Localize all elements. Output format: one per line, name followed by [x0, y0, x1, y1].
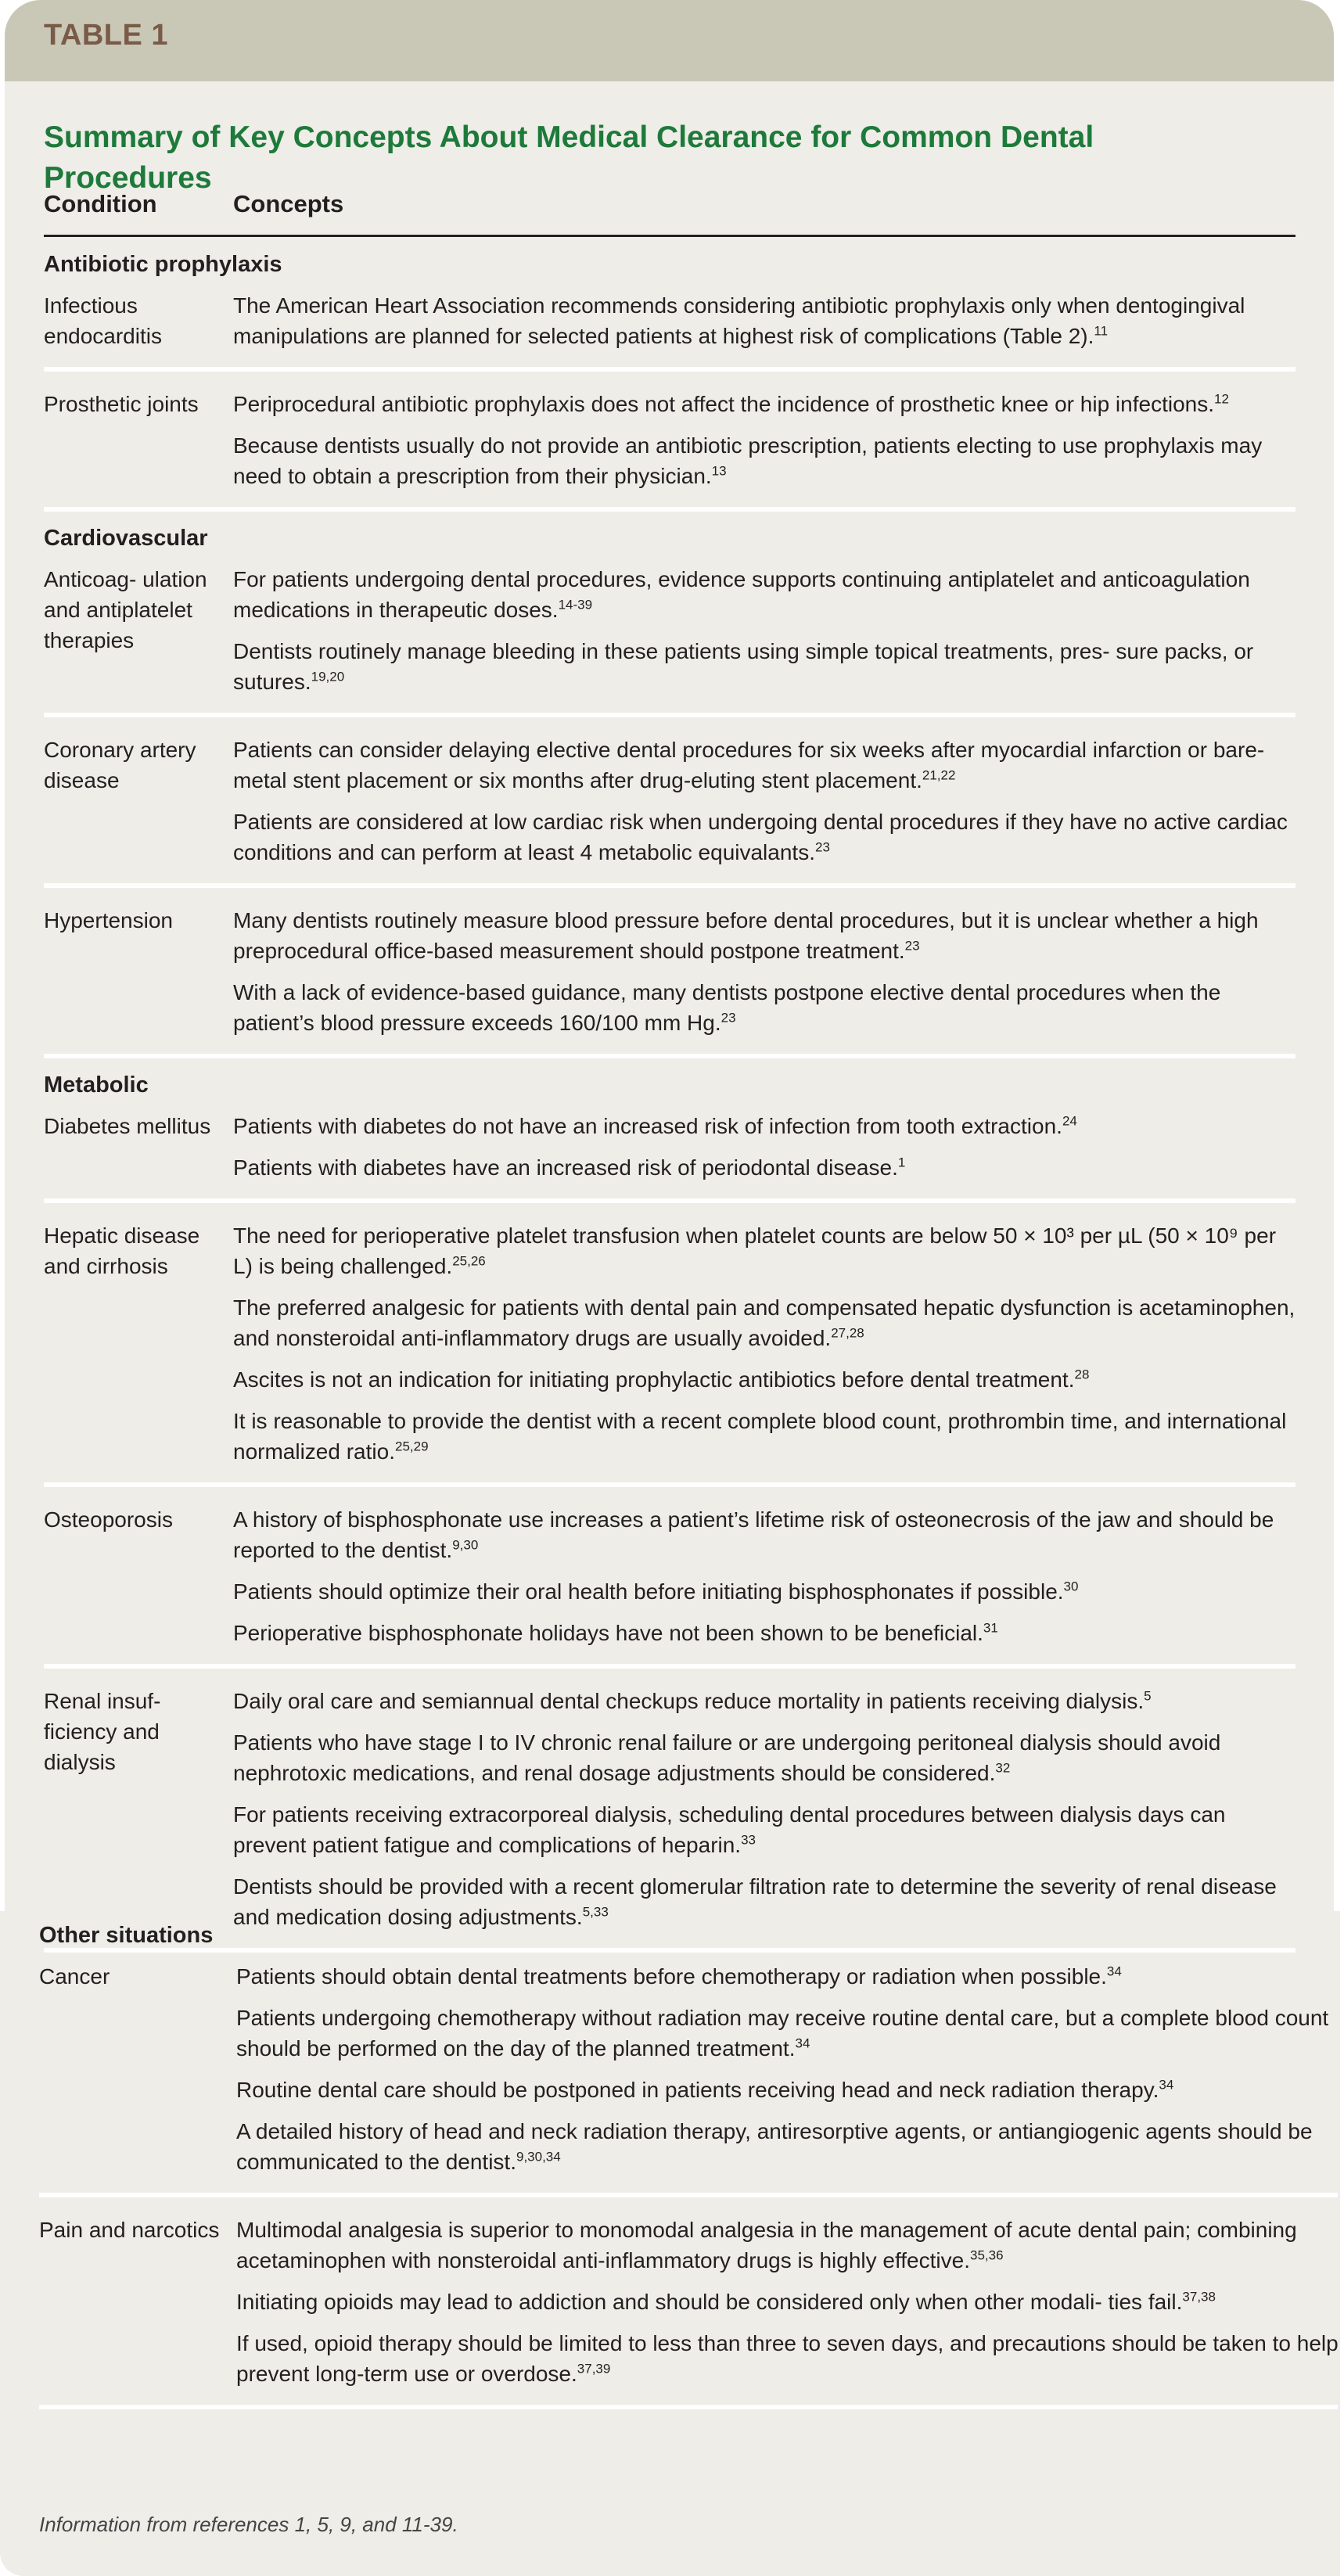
concept-text	[233, 1686, 1295, 1716]
concept-text	[236, 2075, 1341, 2105]
row-divider	[44, 1054, 1295, 1058]
condition-cell: Hypertension	[44, 908, 173, 932]
concept-text	[233, 735, 1295, 796]
concept-text	[236, 2328, 1341, 2389]
concepts-cell	[236, 2215, 1341, 2389]
concepts-cell	[233, 905, 1295, 1038]
table-row	[44, 1496, 1295, 1661]
concepts-cell	[233, 564, 1295, 697]
concept-body: Dentists routinely manage bleeding in these patients using simple topical treatments, pres- sure packs, or sutures.	[233, 639, 1254, 694]
reference-superscript: 12	[1214, 391, 1229, 407]
concept-text	[236, 1961, 1341, 1992]
concept-text	[233, 564, 1295, 625]
concept-text	[233, 1152, 1295, 1183]
concept-text	[233, 290, 1295, 351]
section-heading: Cardiovascular	[44, 526, 208, 551]
concept-body: The need for perioperative platelet transfusion when platelet counts are below 50 × 10³ per µL (50 × 10⁹ per L) is being challenged.	[233, 1223, 1277, 1278]
concept-text	[233, 1799, 1295, 1860]
reference-superscript: 5	[1144, 1688, 1152, 1704]
concept-text	[233, 636, 1295, 697]
reference-superscript: 21,22	[922, 767, 956, 783]
concept-text	[233, 389, 1295, 419]
table-row	[39, 2207, 1341, 2402]
concept-text	[233, 1220, 1295, 1281]
concept-body: Patients should obtain dental treatments before chemotherapy or radiation when possible.	[236, 1964, 1107, 1989]
reference-superscript: 28	[1074, 1367, 1090, 1382]
table-row	[39, 1953, 1341, 2190]
concept-text	[233, 1727, 1295, 1788]
condition-cell: Diabetes mellitus	[44, 1114, 211, 1138]
concept-body: Patients with diabetes have an increased risk of periodontal disease.	[233, 1155, 898, 1180]
concepts-cell	[233, 389, 1295, 491]
concepts-cell	[233, 1111, 1295, 1183]
concept-body: Periprocedural antibiotic prophylaxis does not affect the incidence of prosthetic knee or hip infections.	[233, 392, 1214, 416]
condition-cell: Coronary artery disease	[44, 738, 196, 792]
reference-superscript: 34	[1159, 2077, 1174, 2093]
concept-text	[233, 1618, 1295, 1648]
reference-superscript: 19,20	[311, 669, 345, 684]
concept-text	[233, 1406, 1295, 1467]
table-body-upper	[44, 247, 1295, 1962]
concept-body: Patients are considered at low cardiac risk when undergoing dental procedures if they have no active cardiac conditions and can perform at least 4 metabolic equivalants.	[233, 810, 1288, 864]
concept-text	[233, 977, 1295, 1038]
condition-cell: Pain and narcotics	[39, 2218, 220, 2242]
reference-superscript: 9,30	[452, 1537, 479, 1553]
row-divider	[44, 883, 1295, 888]
concepts-cell	[233, 1686, 1295, 1932]
row-divider	[44, 1198, 1295, 1203]
table-row	[44, 1103, 1295, 1195]
concept-body: Dentists should be provided with a recent glomerular filtration rate to determine the severity of renal disease and medication dosing adjustments.	[233, 1874, 1277, 1929]
concept-body: It is reasonable to provide the dentist with a recent complete blood count, prothrombin time, and international normalized ratio.	[233, 1409, 1287, 1464]
concept-body: Many dentists routinely measure blood pressure before dental procedures, but it is unclear whether a high preprocedural office-based measurement should postpone treatment.	[233, 908, 1259, 963]
reference-superscript: 34	[795, 2035, 810, 2051]
concepts-cell	[236, 1961, 1341, 2177]
row-divider	[44, 1482, 1295, 1487]
concept-body: Patients with diabetes do not have an increased risk of infection from tooth extraction.	[233, 1114, 1062, 1138]
concept-body: Patients undergoing chemotherapy without radiation may receive routine dental care, but a complete blood count should be performed on the day of the planned treatment.	[236, 2006, 1329, 2060]
row-divider	[44, 507, 1295, 512]
reference-superscript: 14-39	[558, 597, 593, 613]
condition-cell: Cancer	[39, 1964, 110, 1989]
reference-superscript: 25,29	[394, 1439, 429, 1454]
concept-body: Perioperative bisphosphonate holidays have not been shown to be beneficial.	[233, 1621, 983, 1645]
concept-body: For patients receiving extracorporeal dialysis, scheduling dental procedures between dialysis days can prevent patient fatigue and complications of heparin.	[233, 1802, 1226, 1857]
table-row	[44, 381, 1295, 504]
column-headers	[44, 190, 1295, 237]
reference-superscript: 23	[904, 938, 920, 954]
reference-superscript: 30	[1063, 1579, 1079, 1594]
concept-text	[233, 807, 1295, 868]
concept-text	[236, 2287, 1341, 2317]
reference-superscript: 11	[1094, 323, 1109, 339]
concepts-cell	[233, 1504, 1295, 1648]
table-footnote: Information from references 1, 5, 9, and 11-39.	[39, 2513, 458, 2536]
table-row	[44, 282, 1295, 364]
table-body-lower	[39, 1918, 1341, 2419]
condition-cell: Renal insuf- ficiency and dialysis	[44, 1689, 161, 1774]
table-row	[44, 897, 1295, 1051]
row-divider	[44, 367, 1295, 372]
row-divider	[44, 713, 1295, 717]
concept-body: The preferred analgesic for patients with dental pain and compensated hepatic dysfunction is acetaminophen, and nonsteroidal anti-inflammatory drugs are usually avoided.	[233, 1295, 1295, 1350]
concept-text	[233, 1576, 1295, 1607]
section-heading: Other situations	[39, 1923, 214, 1948]
reference-superscript: 33	[741, 1832, 756, 1848]
table-row	[44, 1213, 1295, 1479]
reference-superscript: 35,36	[969, 2247, 1004, 2263]
reference-superscript: 1	[897, 1155, 906, 1170]
reference-superscript: 32	[995, 1760, 1011, 1776]
reference-superscript: 27,28	[831, 1325, 864, 1341]
concept-text	[233, 905, 1295, 966]
concept-body: If used, opioid therapy should be limited to less than three to seven days, and precautions should be taken to help prevent long-term use or overdose.	[236, 2331, 1339, 2386]
concept-text	[236, 2215, 1341, 2276]
condition-cell: Hepatic disease and cirrhosis	[44, 1223, 200, 1278]
concept-body: Patients who have stage I to IV chronic renal failure or are undergoing peritoneal dialysis should avoid nephrotoxic medications, and renal dosage adjustments should be considered.	[233, 1730, 1221, 1785]
column-header-concepts: Concepts	[233, 190, 344, 217]
reference-superscript: 37,38	[1182, 2289, 1216, 2305]
concept-body: Because dentists usually do not provide an antibiotic prescription, patients electing to use prophylaxis may need to obtain a prescription from their physician.	[233, 433, 1263, 488]
table-row	[44, 727, 1295, 880]
concept-text	[236, 2116, 1341, 2177]
concept-text	[236, 2003, 1341, 2064]
concept-text	[233, 1364, 1295, 1395]
concept-body: Ascites is not an indication for initiating prophylactic antibiotics before dental treatment.	[233, 1367, 1075, 1392]
reference-superscript: 9,30,34	[516, 2149, 561, 2165]
reference-superscript: 13	[711, 463, 727, 479]
condition-cell: Anticoag- ulation and antiplatelet therapies	[44, 567, 207, 652]
concept-body: A history of bisphosphonate use increases a patient’s lifetime risk of osteonecrosis of the jaw and should be reported to the dentist.	[233, 1507, 1274, 1562]
concept-text	[233, 1111, 1295, 1141]
condition-cell: Infectious endocarditis	[44, 293, 162, 348]
condition-cell: Osteoporosis	[44, 1507, 173, 1532]
concepts-cell	[233, 290, 1295, 351]
concepts-cell	[233, 735, 1295, 868]
concept-body: Multimodal analgesia is superior to monomodal analgesia in the management of acute dental pain; combining acetaminophen with nonsteroidal anti-inflammatory drugs is highly effective.	[236, 2218, 1297, 2272]
table-row	[44, 556, 1295, 710]
reference-superscript: 5,33	[582, 1904, 609, 1920]
concept-body: For patients undergoing dental procedures, evidence supports continuing antiplatelet and anticoagulation medications in therapeutic doses.	[233, 567, 1250, 622]
table-row	[44, 1678, 1295, 1945]
concepts-cell	[233, 1220, 1295, 1467]
section-heading: Metabolic	[44, 1072, 149, 1098]
concept-body: Patients can consider delaying elective dental procedures for six weeks after myocardial infarction or bare-metal stent placement or six months after drug-eluting stent placement.	[233, 738, 1265, 792]
concept-body: Patients should optimize their oral health before initiating bisphosphonates if possible.	[233, 1579, 1064, 1604]
concept-body: The American Heart Association recommends considering antibiotic prophylaxis only when dentogingival manipulations are planned for selected patients at highest risk of complications (Table 2).	[233, 293, 1245, 348]
section-heading: Antibiotic prophylaxis	[44, 252, 282, 277]
reference-superscript: 23	[721, 1010, 736, 1026]
table-header-band	[5, 0, 1334, 81]
row-divider	[39, 2405, 1338, 2409]
concept-body: Routine dental care should be postponed in patients receiving head and neck radiation therapy.	[236, 2078, 1159, 2102]
reference-superscript: 25,26	[452, 1253, 486, 1269]
concept-body: A detailed history of head and neck radiation therapy, antiresorptive agents, or antiangiogenic agents should be communicated to the dentist.	[236, 2119, 1313, 2174]
reference-superscript: 37,39	[577, 2361, 611, 2377]
concept-body: With a lack of evidence-based guidance, many dentists postpone elective dental procedures when the patient’s blood pressure exceeds 160/100 mm Hg.	[233, 980, 1221, 1035]
concept-text	[233, 1292, 1295, 1353]
concept-body: Initiating opioids may lead to addiction and should be considered only when other modali- ties fail.	[236, 2290, 1183, 2314]
table-label: TABLE 1	[44, 19, 169, 52]
condition-cell: Prosthetic joints	[44, 392, 199, 416]
concept-body: Daily oral care and semiannual dental checkups reduce mortality in patients receiving dialysis.	[233, 1689, 1145, 1713]
reference-superscript: 31	[983, 1620, 998, 1636]
table-title: Summary of Key Concepts About Medical Clearance for Common Dental Procedures	[44, 120, 1094, 196]
row-divider	[44, 1664, 1295, 1669]
row-divider	[39, 2193, 1338, 2197]
column-header-condition: Condition	[44, 190, 157, 217]
reference-superscript: 24	[1062, 1113, 1077, 1129]
concept-text	[233, 430, 1295, 491]
header-rule	[44, 235, 1295, 237]
concept-text	[233, 1504, 1295, 1565]
reference-superscript: 34	[1106, 1963, 1122, 1979]
reference-superscript: 23	[814, 839, 830, 855]
